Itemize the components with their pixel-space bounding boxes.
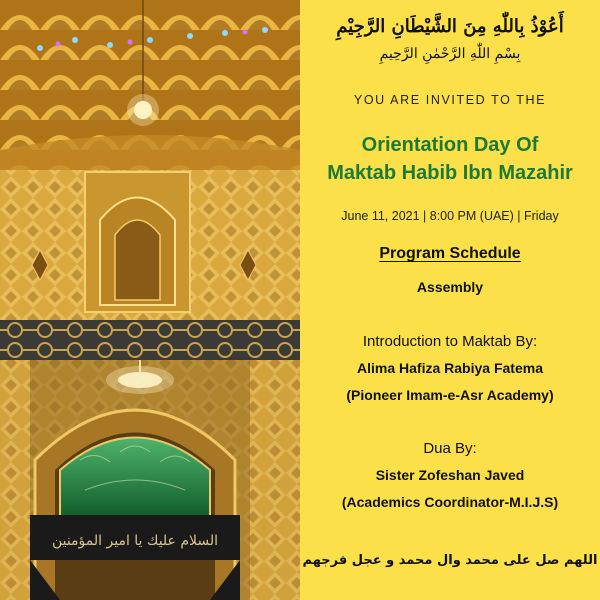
event-title (300, 131, 600, 187)
event-title-line-1: Orientation Day Of (361, 134, 539, 156)
invited-text: YOU ARE INVITED TO THE (353, 93, 547, 107)
event-date: June 11, 2021 | 8:00 PM (UAE) | Friday (341, 209, 559, 223)
arabic-taawwuz: أَعُوْذُ بِاللّٰهِ مِنَ الشَّيْطَانِ الرَّجِيْمِ (336, 16, 564, 37)
dua-label: Dua By: (423, 440, 477, 457)
schedule-item-assembly: Assembly (416, 279, 484, 295)
schedule-heading-text: Program Schedule (379, 245, 521, 262)
dua-speaker-role: (Academics Coordinator-M.I.J.S) (341, 494, 559, 510)
intro-label: Introduction to Maktab By: (362, 333, 538, 350)
dua-speaker-name: Sister Zofeshan Javed (375, 467, 525, 483)
intro-speaker-org: (Pioneer Imam-e-Asr Academy) (346, 387, 554, 403)
arabic-bismillah: بِسْمِ اللّٰهِ الرَّحْمٰنِ الرَّحِيمِ (379, 46, 521, 62)
intro-speaker-name: Alima Hafiza Rabiya Fatema (357, 360, 543, 376)
banner-calligraphy: السلام عليك يا امير المؤمنين (51, 533, 219, 549)
invitation-panel (300, 0, 600, 600)
arabic-salawat: اللهم صل على محمد وال محمد و عجل فرجهم (302, 553, 598, 568)
event-title-line-2: Maktab Habib Ibn Mazahir (327, 162, 573, 184)
schedule-heading (300, 245, 600, 263)
